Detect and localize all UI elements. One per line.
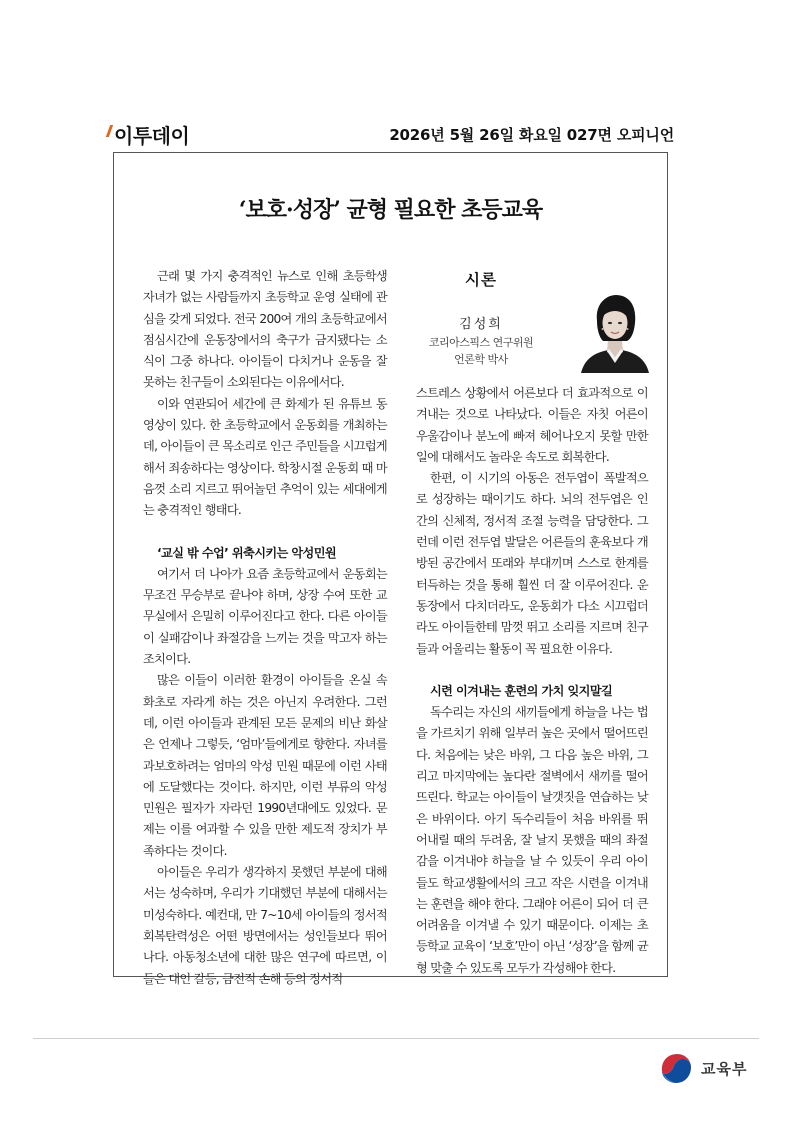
- taegeuk-emblem-icon: [658, 1050, 694, 1086]
- paragraph: 아이들은 우리가 생각하지 못했던 부분에 대해서는 성숙하며, 우리가 기대했던 부분에 대해서는 미성숙하다. 예컨대, 만 7~10세 아이들의 정서적 회복탄력성은 어떤 방면에서는 성인들보다 뛰어나다. 아동청소년에 대한 많은 연구에 따르면, 이들은 대인 갈등, 금전적 손해 등의 정서적: [143, 865, 387, 986]
- ministry-name: 교육부: [701, 1060, 748, 1078]
- masthead: [108, 120, 674, 146]
- paragraph: 한편, 이 시기의 아동은 전두엽이 폭발적으로 성장하는 때이기도 하다. 뇌의 전두엽은 인간의 신체적, 정서적 조절 능력을 담당한다. 그런데 이런 전두엽 발달은 어른들의 훈육보다 개방된 공간에서 또래와 부대끼며 스스로 한계를 터득하는 것을 통해 훨씬 더 잘 이루어진다. 운동장에서 다치더라도, 운동회가 다소 시끄럽더라도 아이들한테 맘껏 뛰고 소리를 지르며 친구들과 어울리는 활동이 꼭 필요한 이유다.: [416, 471, 648, 656]
- paragraph: 이와 연관되어 세간에 큰 화제가 된 유튜브 동영상이 있다. 한 초등학교에서 운동회를 개최하는데, 아이들이 큰 목소리로 인근 주민들을 시끄럽게 해서 죄송하다는 영상이다. 학창시절 운동회 때 마음껏 소리 지르고 뛰어놀던 추억이 있는 세대에게는 충격적인 행태다.: [143, 396, 387, 518]
- article-headline: ‘보호·성장’ 균형 필요한 초등교육: [238, 197, 543, 223]
- subheading: ‘교실 밖 수업’ 위축시키는 악성민원: [157, 545, 337, 560]
- author-name: 김성희: [459, 317, 503, 332]
- author-title: 코리아스픽스 연구위원: [428, 336, 534, 349]
- subheading: 시련 이겨내는 훈련의 가치 잊지말길: [430, 683, 613, 698]
- footer-divider: [33, 1038, 759, 1039]
- section-label: 시론: [465, 271, 497, 289]
- paragraph: 많은 이들이 이러한 환경이 아이들을 온실 속 화초로 자라게 하는 것은 아닌지 우려한다. 그런데, 이런 아이들과 관계된 모든 문제의 비난 화살은 언제나 그렇듯, ‘엄마’들에게로 향한다. 자녀를 과보호하려는 엄마의 악성 민원 때문에 이런 사태에 도달했다는 것이다. 하지만, 이런 부류의 악성민원은 필자가 자라던 1990년대에도 있었다. 문제는 이를 여과할 수 있을 만한 제도적 장치가 부족하다는 것이다.: [143, 673, 387, 858]
- paragraph: 근래 몇 가지 충격적인 뉴스로 인해 초등학생 자녀가 없는 사람들까지 초등학교 운영 실태에 관심을 갖게 되었다. 전국 200여 개의 초등학교에서 점심시간에 운동장에서의 축구가 금지됐다는 소식이 그중 하나다. 아이들이 다치거나 운동을 잘 못하는 친구들이 소외된다는 이유에서다.: [143, 269, 387, 390]
- article-column-right: [416, 383, 648, 979]
- author-portrait: [577, 291, 653, 373]
- publication-name: 이투데이: [114, 124, 190, 148]
- paragraph: 여기서 더 나아가 요즘 초등학교에서 운동회는 무조건 무승부로 끝나야 하며, 상장 수여 또한 교무실에서 은밀히 이루어진다고 한다. 다른 아이들이 실패감이나 좌절감을 느끼는 것을 막고자 하는 조치이다.: [143, 566, 387, 667]
- dateline: 2026년 5월 26일 화요일 027면 오피니언: [389, 126, 674, 144]
- article-column-left: [143, 266, 387, 990]
- publication-logo: [108, 120, 189, 149]
- paragraph: 스트레스 상황에서 어른보다 더 효과적으로 이겨내는 것으로 나타났다. 이들은 자칫 어른이 우울감이나 분노에 빠져 헤어나오지 못할 만한 일에 대해서도 놀라운 속도로 회복한다.: [416, 386, 648, 464]
- logo-accent-mark: [106, 125, 113, 137]
- paragraph: 독수리는 자신의 새끼들에게 하늘을 나는 법을 가르치기 위해 일부러 높은 곳에서 떨어뜨린다. 처음에는 낮은 바위, 그 다음 높은 바위, 그리고 마지막에는 높다란 절벽에서 새끼를 떨어뜨린다. 학교는 아이들이 날갯짓을 연습하는 낮은 바위이다. 아기 독수리들이 처음 바위를 뛰어내릴 때의 두려움, 잘 날지 못했을 때의 좌절감을 이겨내야 하늘을 날 수 있듯이 우리 아이들도 학교생활에서의 크고 작은 시련을 이겨내는 훈련을 해야 한다. 그래야 어른이 되어 더 큰 어려움을 이겨낼 수 있기 때문이다. 이제는 초등학교 교육이 ‘보호’만이 아닌 ‘성장’을 함께 균형 맞출 수 있도록 모두가 각성해야 한다.: [416, 705, 648, 975]
- author-degree: 언론학 박사: [454, 353, 508, 366]
